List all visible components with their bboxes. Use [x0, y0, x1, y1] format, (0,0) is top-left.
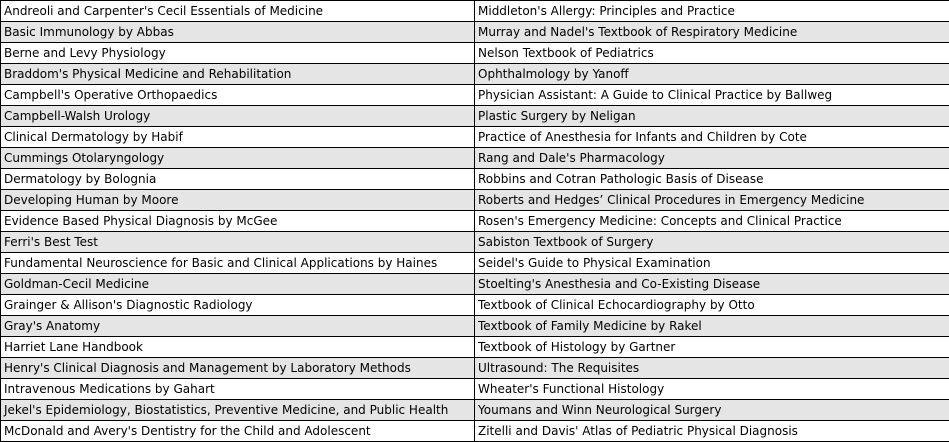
left-cell: Developing Human by Moore: [1, 190, 475, 211]
table-row: [1, 358, 949, 379]
left-cell: Evidence Based Physical Diagnosis by McGee: [1, 211, 475, 232]
table-row: [1, 169, 949, 190]
left-cell: Campbell-Walsh Urology: [1, 106, 475, 127]
left-cell: Grainger & Allison's Diagnostic Radiology: [1, 295, 475, 316]
left-cell: Braddom's Physical Medicine and Rehabilitation: [1, 64, 475, 85]
table-row: [1, 253, 949, 274]
left-cell: Harriet Lane Handbook: [1, 337, 475, 358]
right-cell: Roberts and Hedges’ Clinical Procedures in Emergency Medicine: [475, 190, 949, 211]
table-row: [1, 400, 949, 421]
right-cell: Practice of Anesthesia for Infants and Children by Cote: [475, 127, 949, 148]
right-cell: Youmans and Winn Neurological Surgery: [475, 400, 949, 421]
left-cell: Andreoli and Carpenter's Cecil Essentials of Medicine: [1, 1, 475, 22]
table-row: [1, 43, 949, 64]
right-cell: Ultrasound: The Requisites: [475, 358, 949, 379]
table-row: [1, 64, 949, 85]
table-row: [1, 295, 949, 316]
right-cell: Ophthalmology by Yanoff: [475, 64, 949, 85]
right-cell: Rang and Dale's Pharmacology: [475, 148, 949, 169]
right-cell: Murray and Nadel's Textbook of Respiratory Medicine: [475, 22, 949, 43]
left-cell: Cummings Otolaryngology: [1, 148, 475, 169]
left-cell: Dermatology by Bolognia: [1, 169, 475, 190]
table-row: [1, 106, 949, 127]
right-cell: Robbins and Cotran Pathologic Basis of Disease: [475, 169, 949, 190]
right-cell: Seidel's Guide to Physical Examination: [475, 253, 949, 274]
right-cell: Rosen's Emergency Medicine: Concepts and Clinical Practice: [475, 211, 949, 232]
right-cell: Zitelli and Davis' Atlas of Pediatric Physical Diagnosis: [475, 421, 949, 442]
right-cell: Textbook of Histology by Gartner: [475, 337, 949, 358]
table-row: [1, 22, 949, 43]
table-row: [1, 337, 949, 358]
left-cell: Ferri's Best Test: [1, 232, 475, 253]
right-cell: Physician Assistant: A Guide to Clinical Practice by Ballweg: [475, 85, 949, 106]
right-cell: Wheater's Functional Histology: [475, 379, 949, 400]
right-cell: Nelson Textbook of Pediatrics: [475, 43, 949, 64]
book-table-body: [1, 1, 949, 442]
table-row: [1, 148, 949, 169]
left-cell: Basic Immunology by Abbas: [1, 22, 475, 43]
table-row: [1, 421, 949, 442]
left-cell: Fundamental Neuroscience for Basic and Clinical Applications by Haines: [1, 253, 475, 274]
table-row: [1, 316, 949, 337]
left-cell: Goldman-Cecil Medicine: [1, 274, 475, 295]
table-row: [1, 379, 949, 400]
left-cell: Gray's Anatomy: [1, 316, 475, 337]
table-row: [1, 274, 949, 295]
table-row: [1, 211, 949, 232]
left-cell: Clinical Dermatology by Habif: [1, 127, 475, 148]
right-cell: Middleton's Allergy: Principles and Practice: [475, 1, 949, 22]
right-cell: Stoelting's Anesthesia and Co-Existing Disease: [475, 274, 949, 295]
right-cell: Sabiston Textbook of Surgery: [475, 232, 949, 253]
left-cell: McDonald and Avery's Dentistry for the Child and Adolescent: [1, 421, 475, 442]
left-cell: Berne and Levy Physiology: [1, 43, 475, 64]
table-row: [1, 232, 949, 253]
left-cell: Campbell's Operative Orthopaedics: [1, 85, 475, 106]
table-row: [1, 85, 949, 106]
table-row: [1, 190, 949, 211]
right-cell: Textbook of Family Medicine by Rakel: [475, 316, 949, 337]
right-cell: Textbook of Clinical Echocardiography by Otto: [475, 295, 949, 316]
table-row: [1, 127, 949, 148]
table-row: [1, 1, 949, 22]
left-cell: Henry's Clinical Diagnosis and Management by Laboratory Methods: [1, 358, 475, 379]
right-cell: Plastic Surgery by Neligan: [475, 106, 949, 127]
left-cell: Jekel's Epidemiology, Biostatistics, Preventive Medicine, and Public Health: [1, 400, 475, 421]
left-cell: Intravenous Medications by Gahart: [1, 379, 475, 400]
